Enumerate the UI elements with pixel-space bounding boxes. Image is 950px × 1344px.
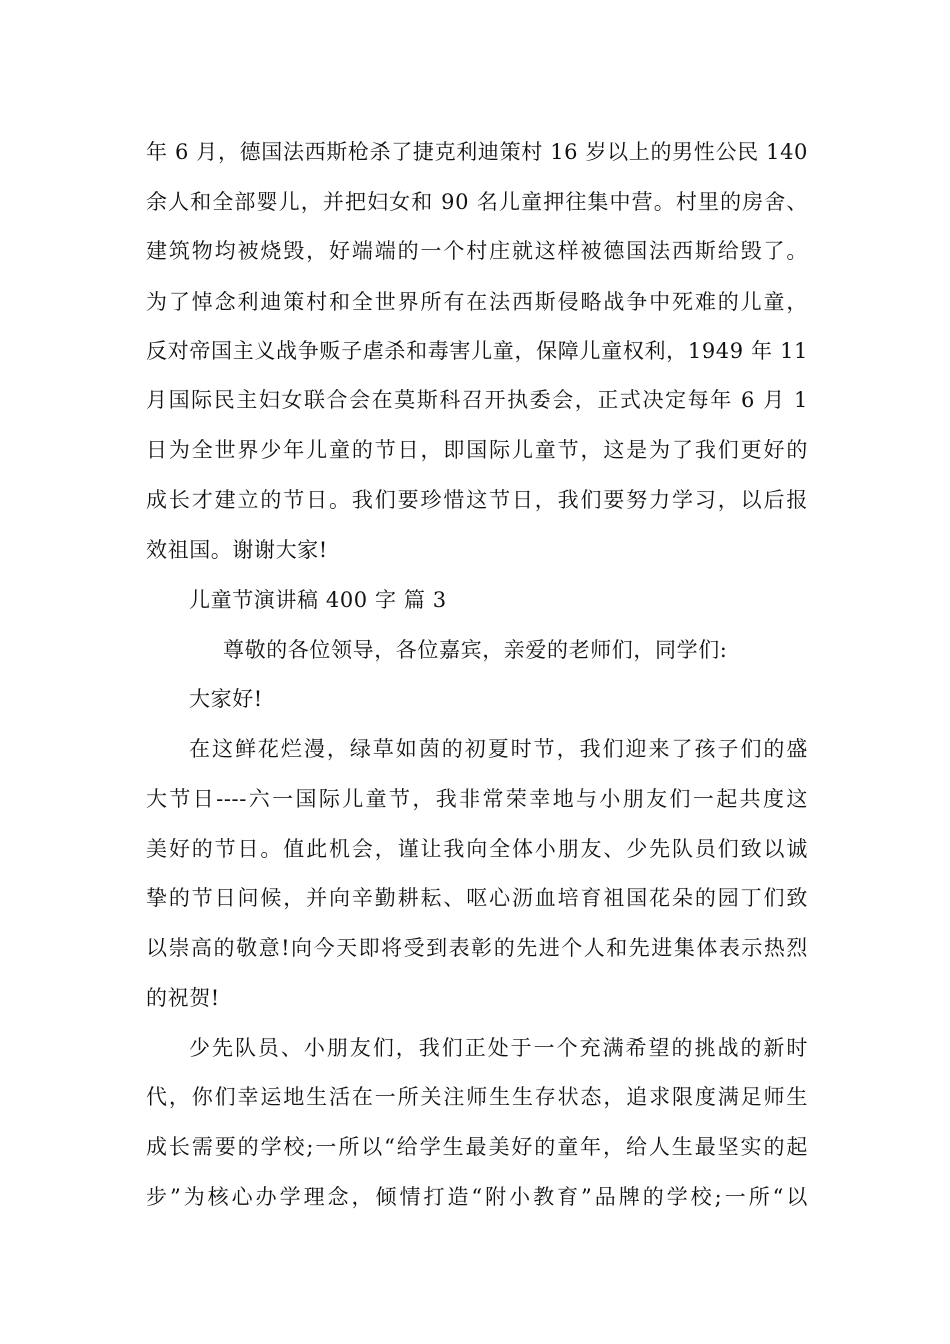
paragraph-first-line: 少先队员、小朋友们，我们正处于一个充满希望的挑战的新时: [189, 1036, 808, 1060]
body-line: 成长需要的学校;一所以“给学生最美好的童年，给人生最坚实的起: [146, 1135, 808, 1159]
body-line: 余人和全部婴儿，并把妇女和 90 名儿童押往集中营。村里的房舍、: [146, 190, 808, 214]
paragraph-first-line: 在这鲜花烂漫，绿草如茵的初夏时节，我们迎来了孩子们的盛: [189, 737, 808, 761]
body-line: 挚的节日问候，并向辛勤耕耘、呕心沥血培育祖国花朵的园丁们致: [146, 886, 808, 910]
body-line: 月国际民主妇女联合会在莫斯科召开执委会，正式决定每年 6 月 1: [146, 388, 808, 412]
body-line: 日为全世界少年儿童的节日，即国际儿童节，这是为了我们更好的: [146, 438, 808, 462]
body-line: 年 6 月，德国法西斯枪杀了捷克利迪策村 16 岁以上的男性公民 140: [146, 140, 808, 164]
body-line: 大节日----六一国际儿童节，我非常荣幸地与小朋友们一起共度这: [146, 787, 808, 811]
body-line: 为了悼念利迪策村和全世界所有在法西斯侵略战争中死难的儿童，: [146, 290, 808, 314]
greeting-line: 大家好!: [189, 687, 263, 711]
body-line: 步”为核心办学理念，倾情打造“附小教育”品牌的学校;一所“以: [146, 1185, 808, 1209]
body-line: 以崇高的敬意!向今天即将受到表彰的先进个人和先进集体表示热烈: [146, 936, 808, 960]
salutation-line: 尊敬的各位领导，各位嘉宾，亲爱的老师们，同学们:: [223, 638, 728, 662]
body-line: 效祖国。谢谢大家!: [146, 538, 328, 562]
body-line: 反对帝国主义战争贩子虐杀和毒害儿童，保障儿童权利，1949 年 11: [146, 339, 808, 363]
body-line: 成长才建立的节日。我们要珍惜这节日，我们要努力学习，以后报: [146, 488, 808, 512]
body-line: 代，你们幸运地生活在一所关注师生生存状态，追求限度满足师生: [146, 1085, 808, 1109]
section-heading: 儿童节演讲稿 400 字 篇 3: [189, 588, 447, 612]
body-line: 美好的节日。值此机会，谨让我向全体小朋友、少先队员们致以诚: [146, 837, 808, 861]
body-line: 的祝贺!: [146, 986, 220, 1010]
body-line: 建筑物均被烧毁，好端端的一个村庄就这样被德国法西斯给毁了。: [146, 239, 808, 263]
